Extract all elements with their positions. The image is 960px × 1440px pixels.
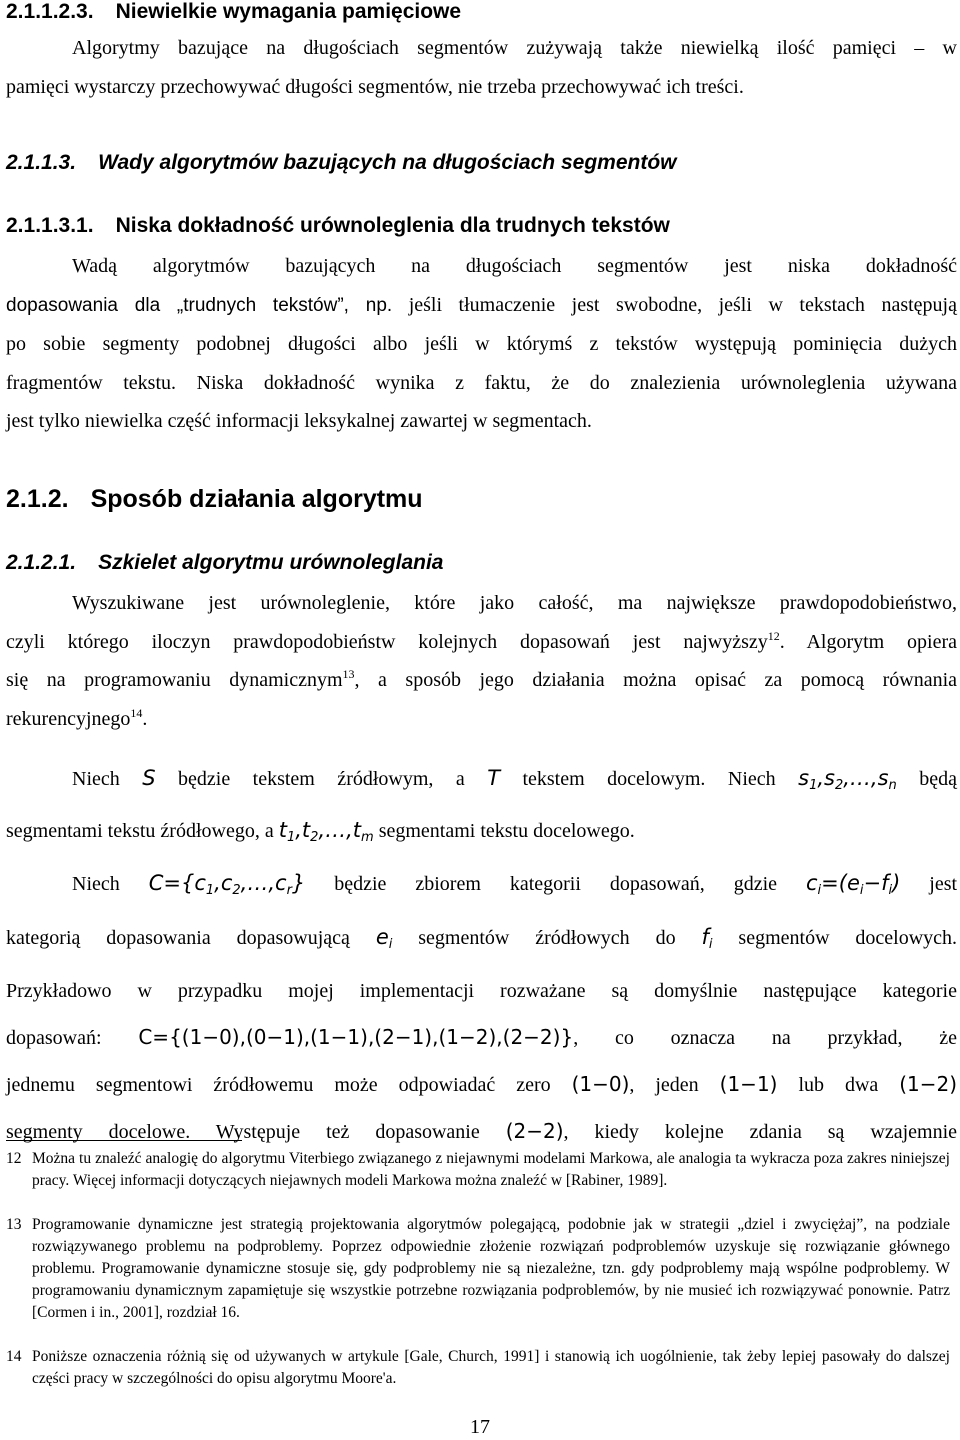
- paragraph-line: Przykładowo w przypadku mojej implementacji rozważane są domyślnie następujące kategorie: [6, 980, 957, 1002]
- paragraph-line: segmenty docelowe. Występuje też dopasowanie (2−2), kiedy kolejne zdania są wzajemnie: [6, 1119, 957, 1143]
- math-1-0: (1−0): [571, 1072, 630, 1096]
- paragraph-line: dopasowań: C={(1−0),(0−1),(1−1),(2−1),(1−2),(2−2)}, co oznacza na przykład, że: [6, 1025, 957, 1049]
- paragraph-line: się na programowaniu dynamicznym$^{13}$, a sposób jego działania można opisać za pomocą równania: [6, 667, 958, 691]
- paragraph-line: segmentami tekstu źródłowego, a $t1,t2,\dots,t_m$ segmentami tekstu docelowego.: [6, 818, 635, 845]
- math-2-2: (2−2): [505, 1119, 564, 1143]
- paragraph-line: rekurencyjnego$^{14}$.: [6, 705, 148, 730]
- math-source-segments: $s1,s2,\dots,s_n$: [798, 766, 897, 793]
- paragraph-line: jest tylko niewielka część informacji leksykalnej zawartej w segmentach.: [6, 410, 592, 432]
- section-number: 2.1.1.3.: [6, 151, 77, 174]
- math-f: $f_i$: [701, 925, 713, 952]
- paragraph-line: kategorią dopasowania dopasowującą $e_i$ segmentów źródłowych do $f_i$ segmentów docelowych.: [6, 925, 958, 952]
- section-title: Niska dokładność urównoleglenia dla trudnych tekstów: [115, 214, 670, 237]
- math-category-def: $c_i=(e_i-f_i)$: [805, 871, 901, 898]
- paragraph-line: Wyszukiwane jest urównoleglenie, które jako całość, ma największe prawdopodobieństwo,: [72, 592, 957, 614]
- paragraph-line: Niech S będzie tekstem źródłowym, a T tekstem docelowym. Niech $s1,s2,\dots,s_n$ będą: [72, 766, 958, 793]
- section-heading-2-1-2-1: [6, 551, 443, 575]
- footnote-ref-12[interactable]: 12: [767, 628, 780, 643]
- paragraph-line: pamięci wystarczy przechowywać długości segmentów, nie trzeba przechowywać ich treści.: [6, 75, 744, 98]
- math-target-segments: $t1,t2,\dots,t_m$: [278, 818, 374, 845]
- math-S: S: [142, 766, 156, 790]
- footnote-ref-13[interactable]: 13: [342, 667, 355, 681]
- footnote-14: [6, 1346, 950, 1390]
- footnote-number: 12: [6, 1150, 22, 1167]
- paragraph-memory: [6, 29, 957, 106]
- section-title: Szkielet algorytmu urównoleglania: [98, 551, 444, 574]
- math-1-2: (1−2): [899, 1072, 958, 1096]
- footnote-text: Poniższe oznaczenia różnią się od używanych w artykule [Gale, Church, 1991] i stanowią ich uogólnienie, tak żeby lepiej pasowały do dalszej części pracy w szczególności do opisu algorytmu Moore'a.: [32, 1348, 950, 1387]
- section-heading-2-1-2: [6, 485, 423, 514]
- paragraph-skeleton: [6, 584, 957, 738]
- paragraph-line: Algorytmy bazujące na długościach segmentów zużywają także niewielką ilość pamięci – w: [72, 37, 957, 59]
- footnote-text: Programowanie dynamiczne jest strategią projektowania algorytmów polegającą, podobnie jak w strategii „dziel i zwyciężaj”, na podziale rozwiązywanego problemu na podproblemy. Poprzez odpowiednie złożenie rozwiązań podproblemów uzyskuje się rozwiązanie głównego problemu. Programowanie dynamiczne stosuje się, gdy podproblemy nie są niezależne, tzn. gdy podproblemy mają wspólne podproblemy. W programowaniu dynamicznym zapamiętuje się wszystkie potrzebne rozwiązania podproblemów, by nie musieć ich rozwiązywać ponownie. Patrz [Cormen i in., 2001], rozdział 16.: [32, 1216, 950, 1321]
- footnote-separator: [6, 1140, 242, 1141]
- math-default-categories: C={(1−0),(0−1),(1−1),(2−1),(1−2),(2−2)}: [138, 1025, 574, 1049]
- footnote-ref-14[interactable]: 14: [130, 705, 143, 720]
- footnote-number: 13: [6, 1216, 22, 1233]
- page-number: 17: [470, 1416, 490, 1438]
- math-e: $e_i$: [375, 925, 393, 952]
- math-category-set: $C=\{c1,c2,\dots,c_r\}$: [148, 871, 306, 898]
- section-number: 2.1.2.1.: [6, 551, 77, 574]
- section-number: 2.1.1.3.1.: [6, 214, 94, 237]
- math-T: T: [487, 766, 501, 790]
- paragraph-line: Wadą algorytmów bazujących na długościach segmentów jest niska dokładność: [72, 255, 957, 277]
- footnote-text: Można tu znaleźć analogię do algorytmu Viterbiego związanego z niejawnymi modelami Markowa, ale analogia ta wykracza poza zakres niniejszej pracy. Więcej informacji dotyczących niejawnych modeli Markowa można znaleźć w [Rabiner, 1989].: [32, 1150, 950, 1189]
- paragraph-line: Niech $C=\{c1,c2,\dots,c_r\}$ będzie zbiorem kategorii dopasowań, gdzie $c_i=(e_i-f_i)$ jest: [72, 871, 958, 898]
- paragraph-notation-categories: [6, 860, 957, 1155]
- paragraph-line: jednemu segmentowi źródłowemu może odpowiadać zero (1−0), jeden (1−1) lub dwa (1−2): [6, 1072, 958, 1096]
- paragraph-accuracy: [6, 247, 957, 441]
- paragraph-line: dopasowania dla „trudnych tekstów”, np. jeśli tłumaczenie jest swobodne, jeśli w tekstach następują: [6, 293, 957, 316]
- paragraph-line: fragmentów tekstu. Niska dokładność wynika z faktu, że do znalezienia urównoleglenia używana: [6, 371, 957, 394]
- paragraph-line: po sobie segmenty podobnej długości albo jeśli w którymś z tekstów występują pominięcia dużych: [6, 333, 957, 355]
- section-heading-2-1-1-3: [6, 151, 676, 175]
- section-number: 2.1.1.2.3.: [6, 0, 94, 23]
- section-number: 2.1.2.: [6, 485, 69, 513]
- footnote-number: 14: [6, 1348, 22, 1365]
- section-heading-2-1-1-3-1: [6, 214, 670, 238]
- footnote-13: [6, 1214, 950, 1324]
- section-title: Niewielkie wymagania pamięciowe: [115, 0, 462, 23]
- footnote-12: [6, 1148, 950, 1192]
- math-1-1: (1−1): [719, 1072, 778, 1096]
- section-title: Sposób działania algorytmu: [90, 485, 423, 513]
- paragraph-notation-texts: [6, 756, 957, 860]
- paragraph-line: czyli którego iloczyn prawdopodobieństw kolejnych dopasowań jest najwyższy$^{12}$. Algorytm opiera: [6, 628, 958, 653]
- section-title: Wady algorytmów bazujących na długościach segmentów: [98, 151, 677, 174]
- section-heading-2-1-1-2-3: [6, 0, 461, 24]
